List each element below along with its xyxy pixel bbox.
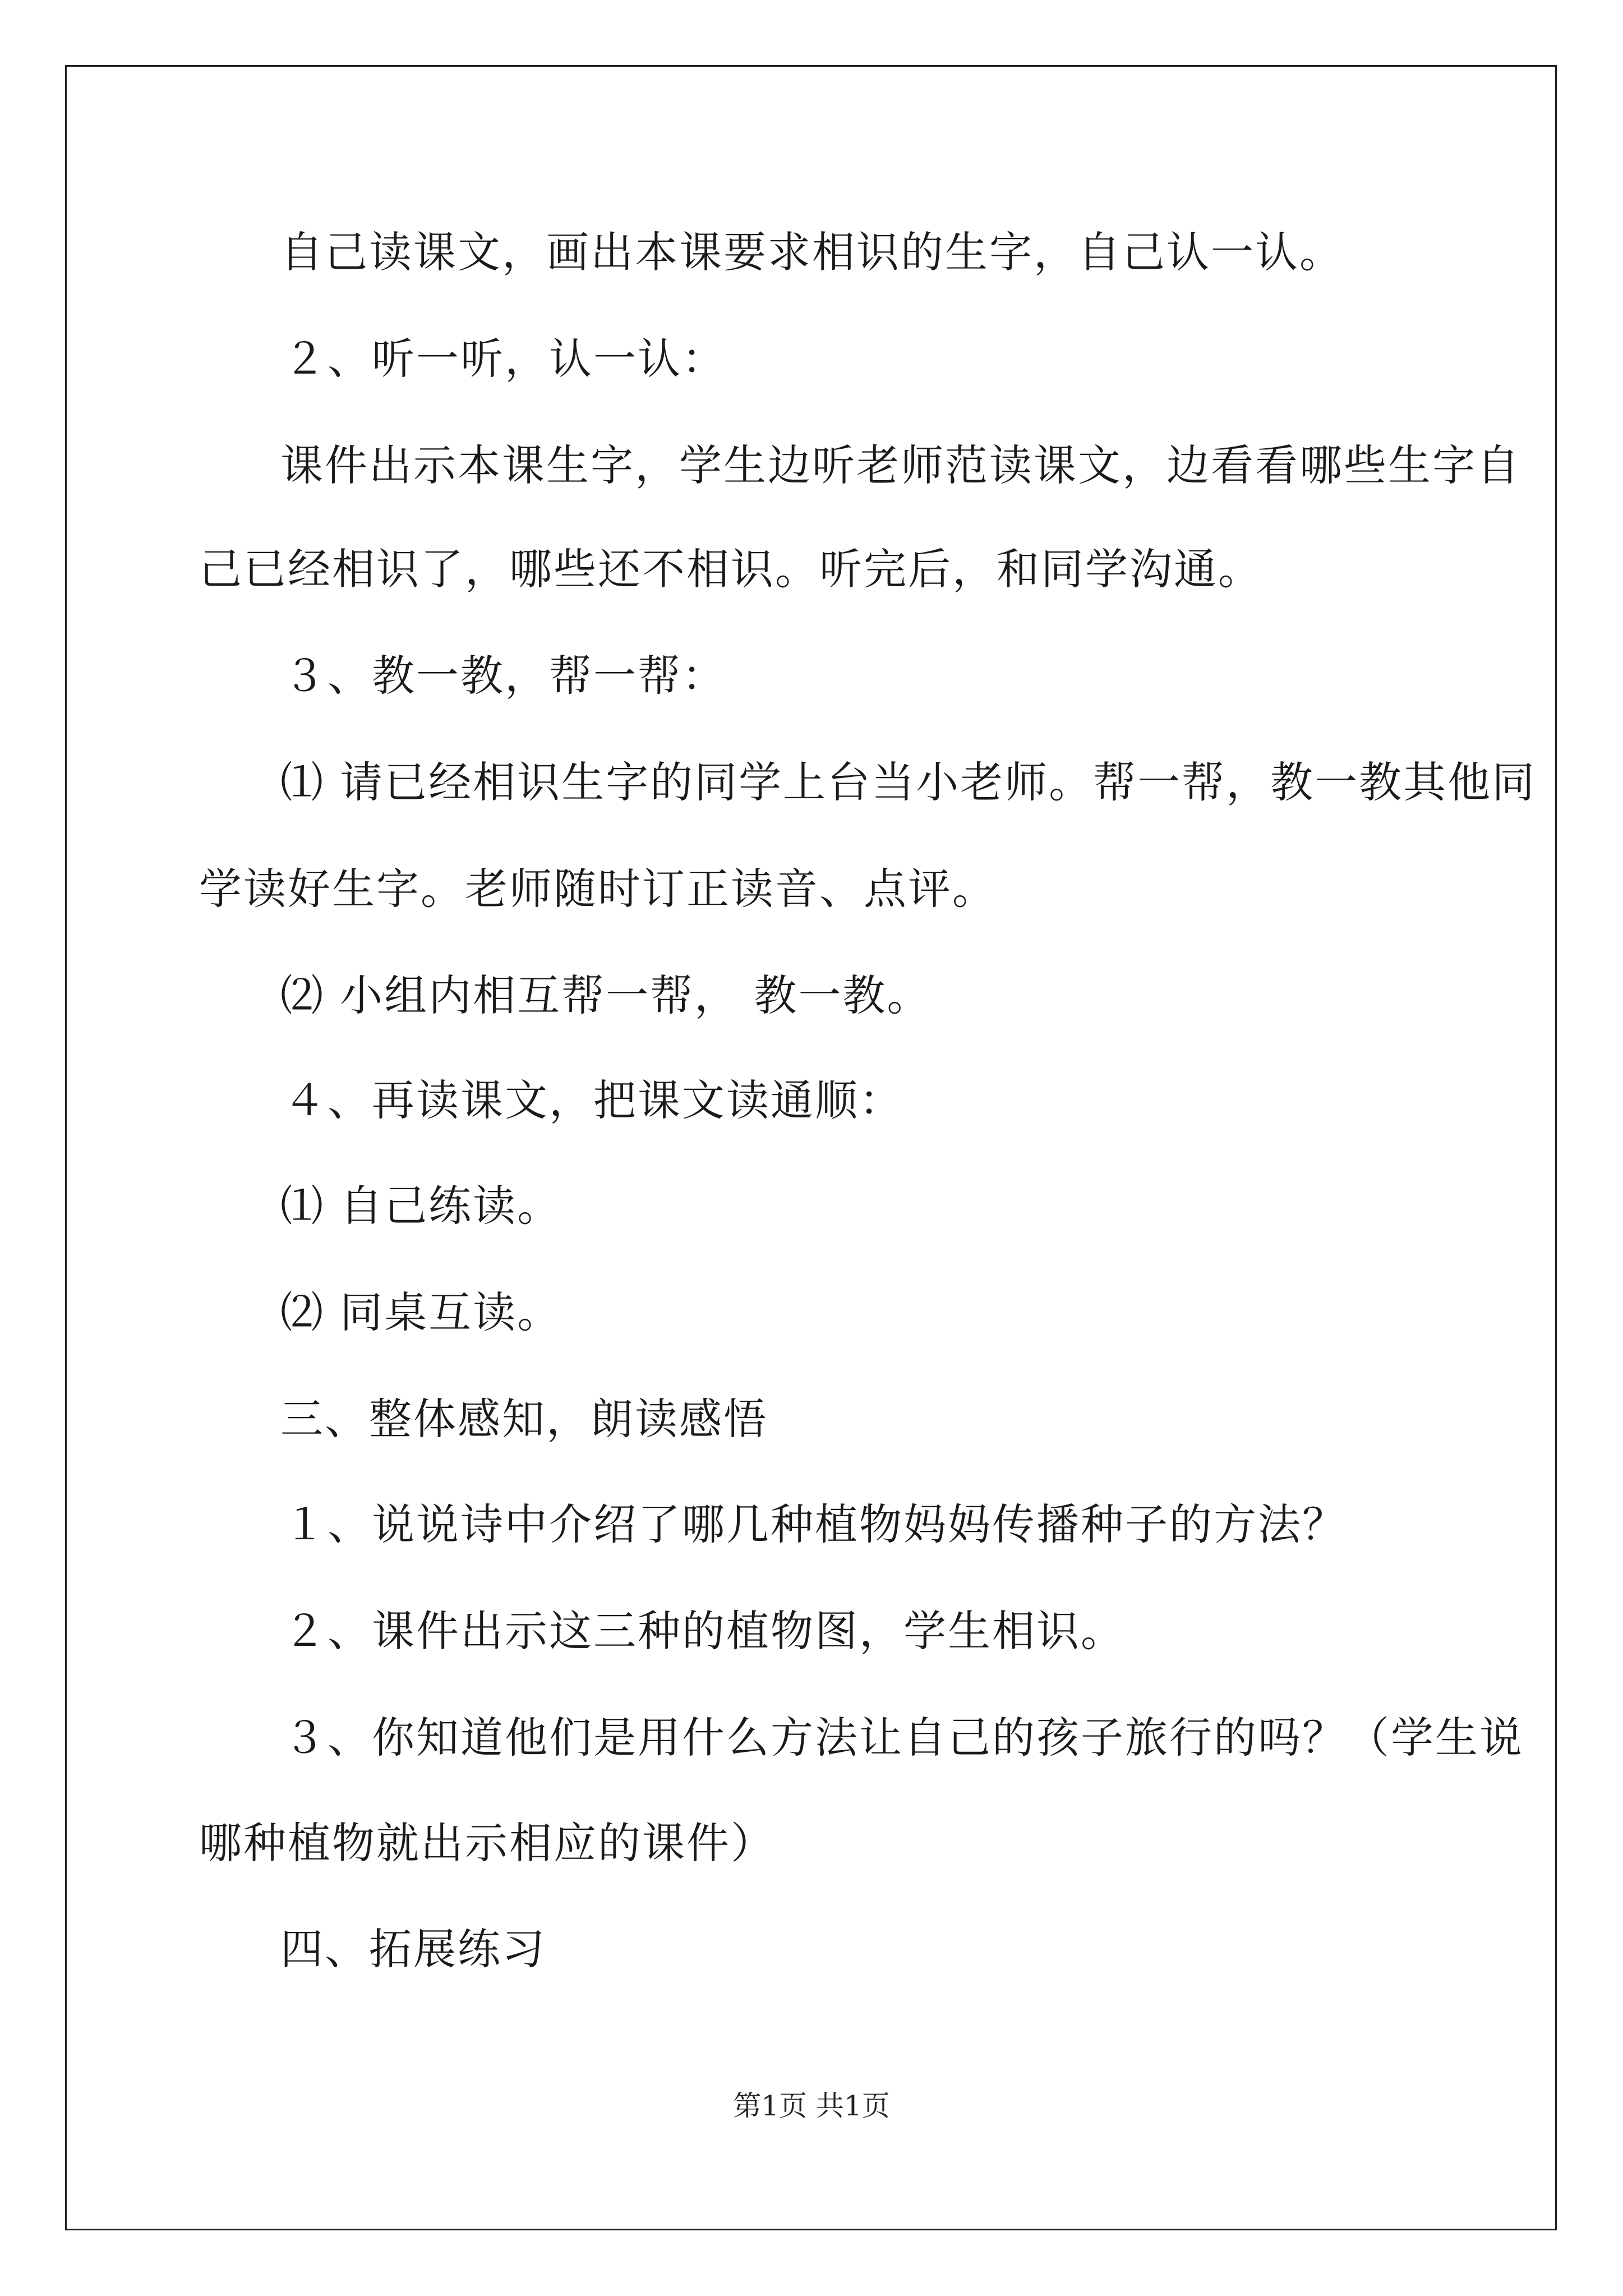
section-heading: 四、拓展练习 (280, 1924, 546, 1974)
text-line: ⑴ 请已经相识生字的同学上台当小老师。帮一帮，教一教其他同 (280, 757, 1537, 807)
text-line: 学读好生字。老师随时订正读音、点评。 (199, 864, 997, 914)
text-line: ⑴ 自己练读。 (280, 1181, 562, 1231)
text-line: ３、教一教，帮一帮： (283, 651, 726, 701)
text-line: ３、你知道他们是用什么方法让自己的孩子旅行的吗？（学生说 (283, 1713, 1524, 1763)
text-line: 课件出示本课生字，学生边听老师范读课文，边看看哪些生字自 (280, 440, 1521, 490)
text-line: １、说说诗中介绍了哪几种植物妈妈传播种子的方法？ (283, 1499, 1347, 1549)
text-line: 自己读课文，画出本课要求相识的生字，自己认一认。 (280, 227, 1344, 277)
text-line: ２、听一听，认一认： (283, 334, 726, 384)
text-line: ４、再读课文，把课文读通顺： (283, 1075, 903, 1125)
page-footer: 第1页 共1页 (733, 2090, 890, 2122)
page-border (65, 65, 1557, 2230)
text-line: 哪种植物就出示相应的课件） (199, 1818, 775, 1868)
text-line: 己已经相识了，哪些还不相识。听完后，和同学沟通。 (199, 544, 1262, 594)
section-heading: 三、整体感知，朗读感悟 (280, 1394, 768, 1444)
text-line: ２、课件出示这三种的植物图，学生相识。 (283, 1606, 1125, 1656)
text-line: ⑵ 同桌互读。 (280, 1287, 562, 1337)
text-line: ⑵ 小组内相互帮一帮， 教一教。 (280, 970, 932, 1020)
